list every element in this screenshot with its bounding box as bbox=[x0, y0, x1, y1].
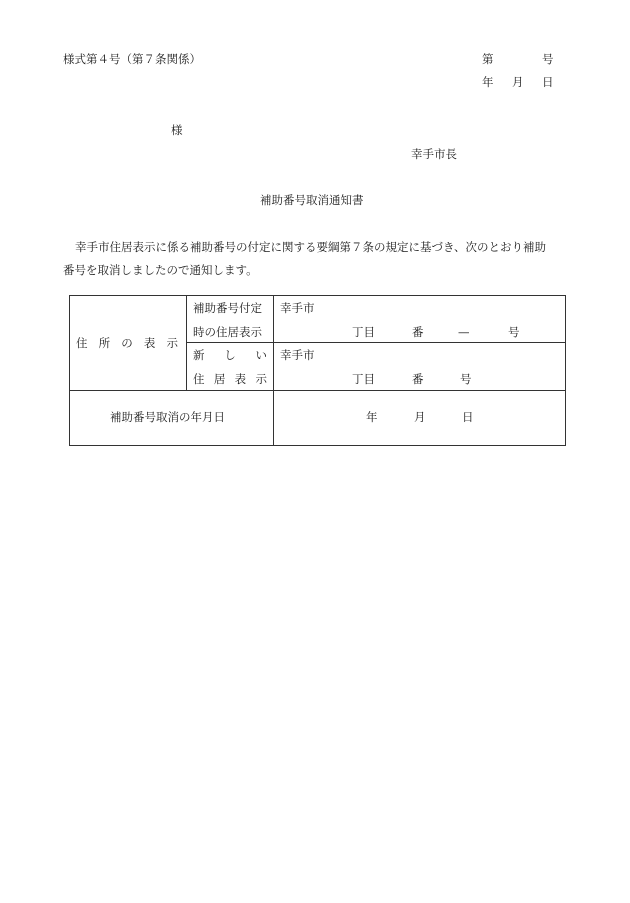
row3-label: 補助番号取消の年月日 bbox=[110, 410, 225, 424]
row3-day: 日 bbox=[462, 410, 474, 424]
row1-city: 幸手市 bbox=[280, 301, 315, 315]
row2-label-line1: 新 し い bbox=[193, 348, 267, 362]
issuer-title: 幸手市長 bbox=[411, 147, 457, 161]
body-line-2: 番号を取消しましたので通知します。 bbox=[63, 263, 258, 277]
doc-number-suffix: 号 bbox=[542, 52, 554, 66]
row1-go: 号 bbox=[508, 325, 520, 339]
row1-label-line1: 補助番号付定 bbox=[193, 301, 262, 315]
row2-city: 幸手市 bbox=[280, 348, 315, 362]
date-year: 年 bbox=[482, 75, 494, 89]
row1-dash: — bbox=[458, 325, 470, 339]
form-number: 様式第４号（第７条関係） bbox=[63, 52, 201, 66]
date-month: 月 bbox=[512, 75, 524, 89]
row2-ban: 番 bbox=[412, 372, 424, 386]
row3-month: 月 bbox=[414, 410, 426, 424]
address-display-label: 住 所 の 表 示 bbox=[76, 336, 178, 350]
row2-go: 号 bbox=[460, 372, 472, 386]
row1-ban: 番 bbox=[412, 325, 424, 339]
addressee-honorific: 様 bbox=[171, 123, 183, 137]
row1-label-line2: 時の住居表示 bbox=[193, 325, 262, 339]
date-day: 日 bbox=[542, 75, 554, 89]
row2-label-line2: 住 居 表 示 bbox=[193, 372, 267, 386]
row3-year: 年 bbox=[366, 410, 378, 424]
body-line-1: 幸手市住居表示に係る補助番号の付定に関する要綱第７条の規定に基づき、次のとおり補助 bbox=[75, 240, 547, 254]
document-title: 補助番号取消通知書 bbox=[260, 193, 364, 207]
doc-number-prefix: 第 bbox=[482, 52, 494, 66]
row1-chome: 丁目 bbox=[352, 325, 375, 339]
row2-chome: 丁目 bbox=[352, 372, 375, 386]
